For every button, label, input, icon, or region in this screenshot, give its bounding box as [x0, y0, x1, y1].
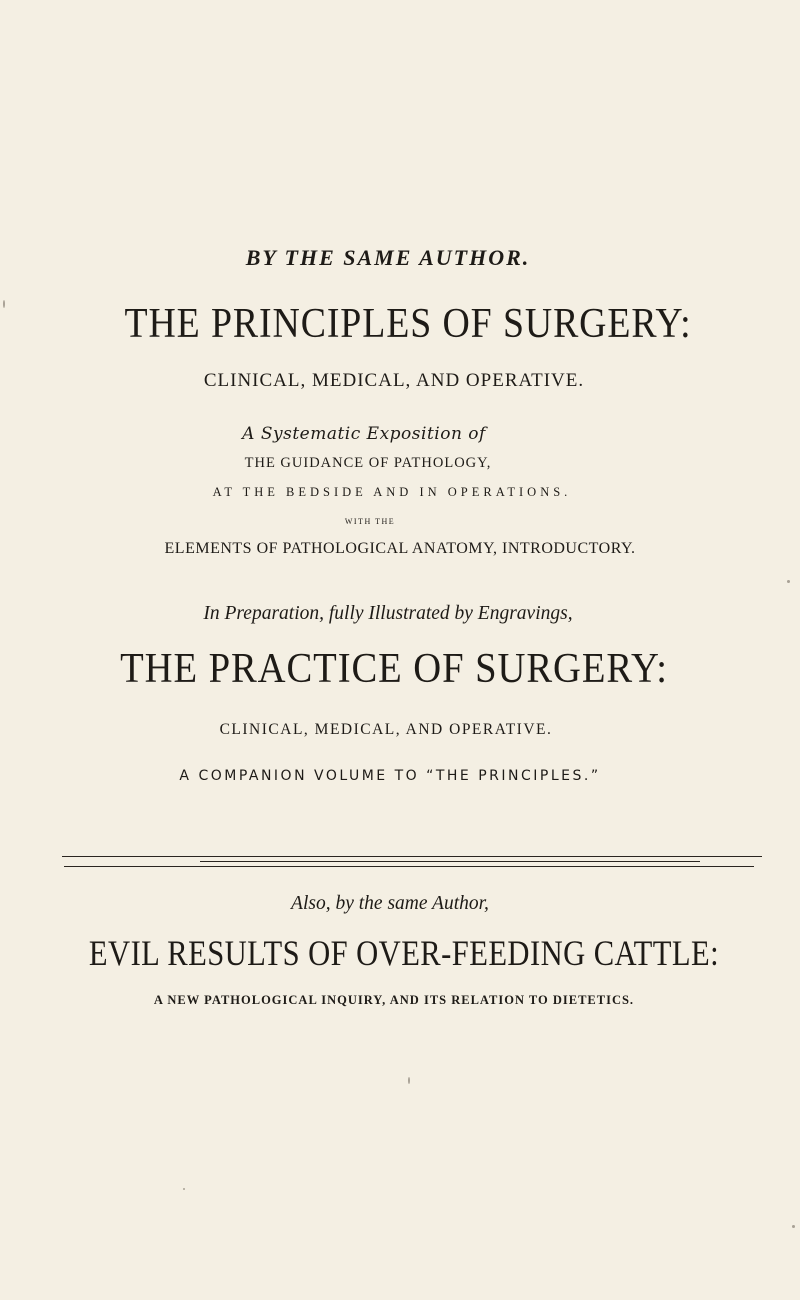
divider-rule-bottom	[64, 866, 754, 867]
byline: BY THE SAME AUTHOR.	[245, 245, 531, 270]
paper-speck	[408, 1077, 410, 1084]
book3-subtitle: A NEW PATHOLOGICAL INQUIRY, AND ITS RELATION TO DIETETICS.	[153, 993, 635, 1007]
book1-subtitle: CLINICAL, MEDICAL, AND OPERATIVE.	[203, 370, 585, 391]
book2-title: THE PRACTICE OF SURGERY:	[120, 646, 668, 692]
book3-title: EVIL RESULTS OF OVER-FEEDING CATTLE:	[88, 933, 720, 973]
book2-note: In Preparation, fully Illustrated by Engravings,	[203, 603, 573, 624]
book1-gothic-line: A Systematic Exposition of	[242, 424, 486, 444]
book1-bedside-line: AT THE BEDSIDE AND IN OPERATIONS.	[212, 485, 572, 499]
book1-with-line: WITH THE	[344, 517, 396, 526]
book1-title: THE PRINCIPLES OF SURGERY:	[124, 301, 692, 347]
divider-rule-middle	[200, 861, 700, 862]
divider-rule-top	[62, 856, 762, 857]
book2-subtitle: CLINICAL, MEDICAL, AND OPERATIVE.	[219, 721, 553, 738]
paper-speck	[792, 1225, 795, 1228]
book3-note: Also, by the same Author,	[291, 893, 489, 914]
paper-speck	[3, 300, 5, 308]
paper-speck	[787, 580, 790, 583]
book1-guidance-line: THE GUIDANCE OF PATHOLOGY,	[244, 455, 492, 471]
book2-companion-line: A COMPANION VOLUME TO “THE PRINCIPLES.”	[179, 768, 601, 784]
book1-elements-line: ELEMENTS OF PATHOLOGICAL ANATOMY, INTRODUCTORY.	[164, 540, 636, 557]
paper-speck	[183, 1188, 185, 1190]
